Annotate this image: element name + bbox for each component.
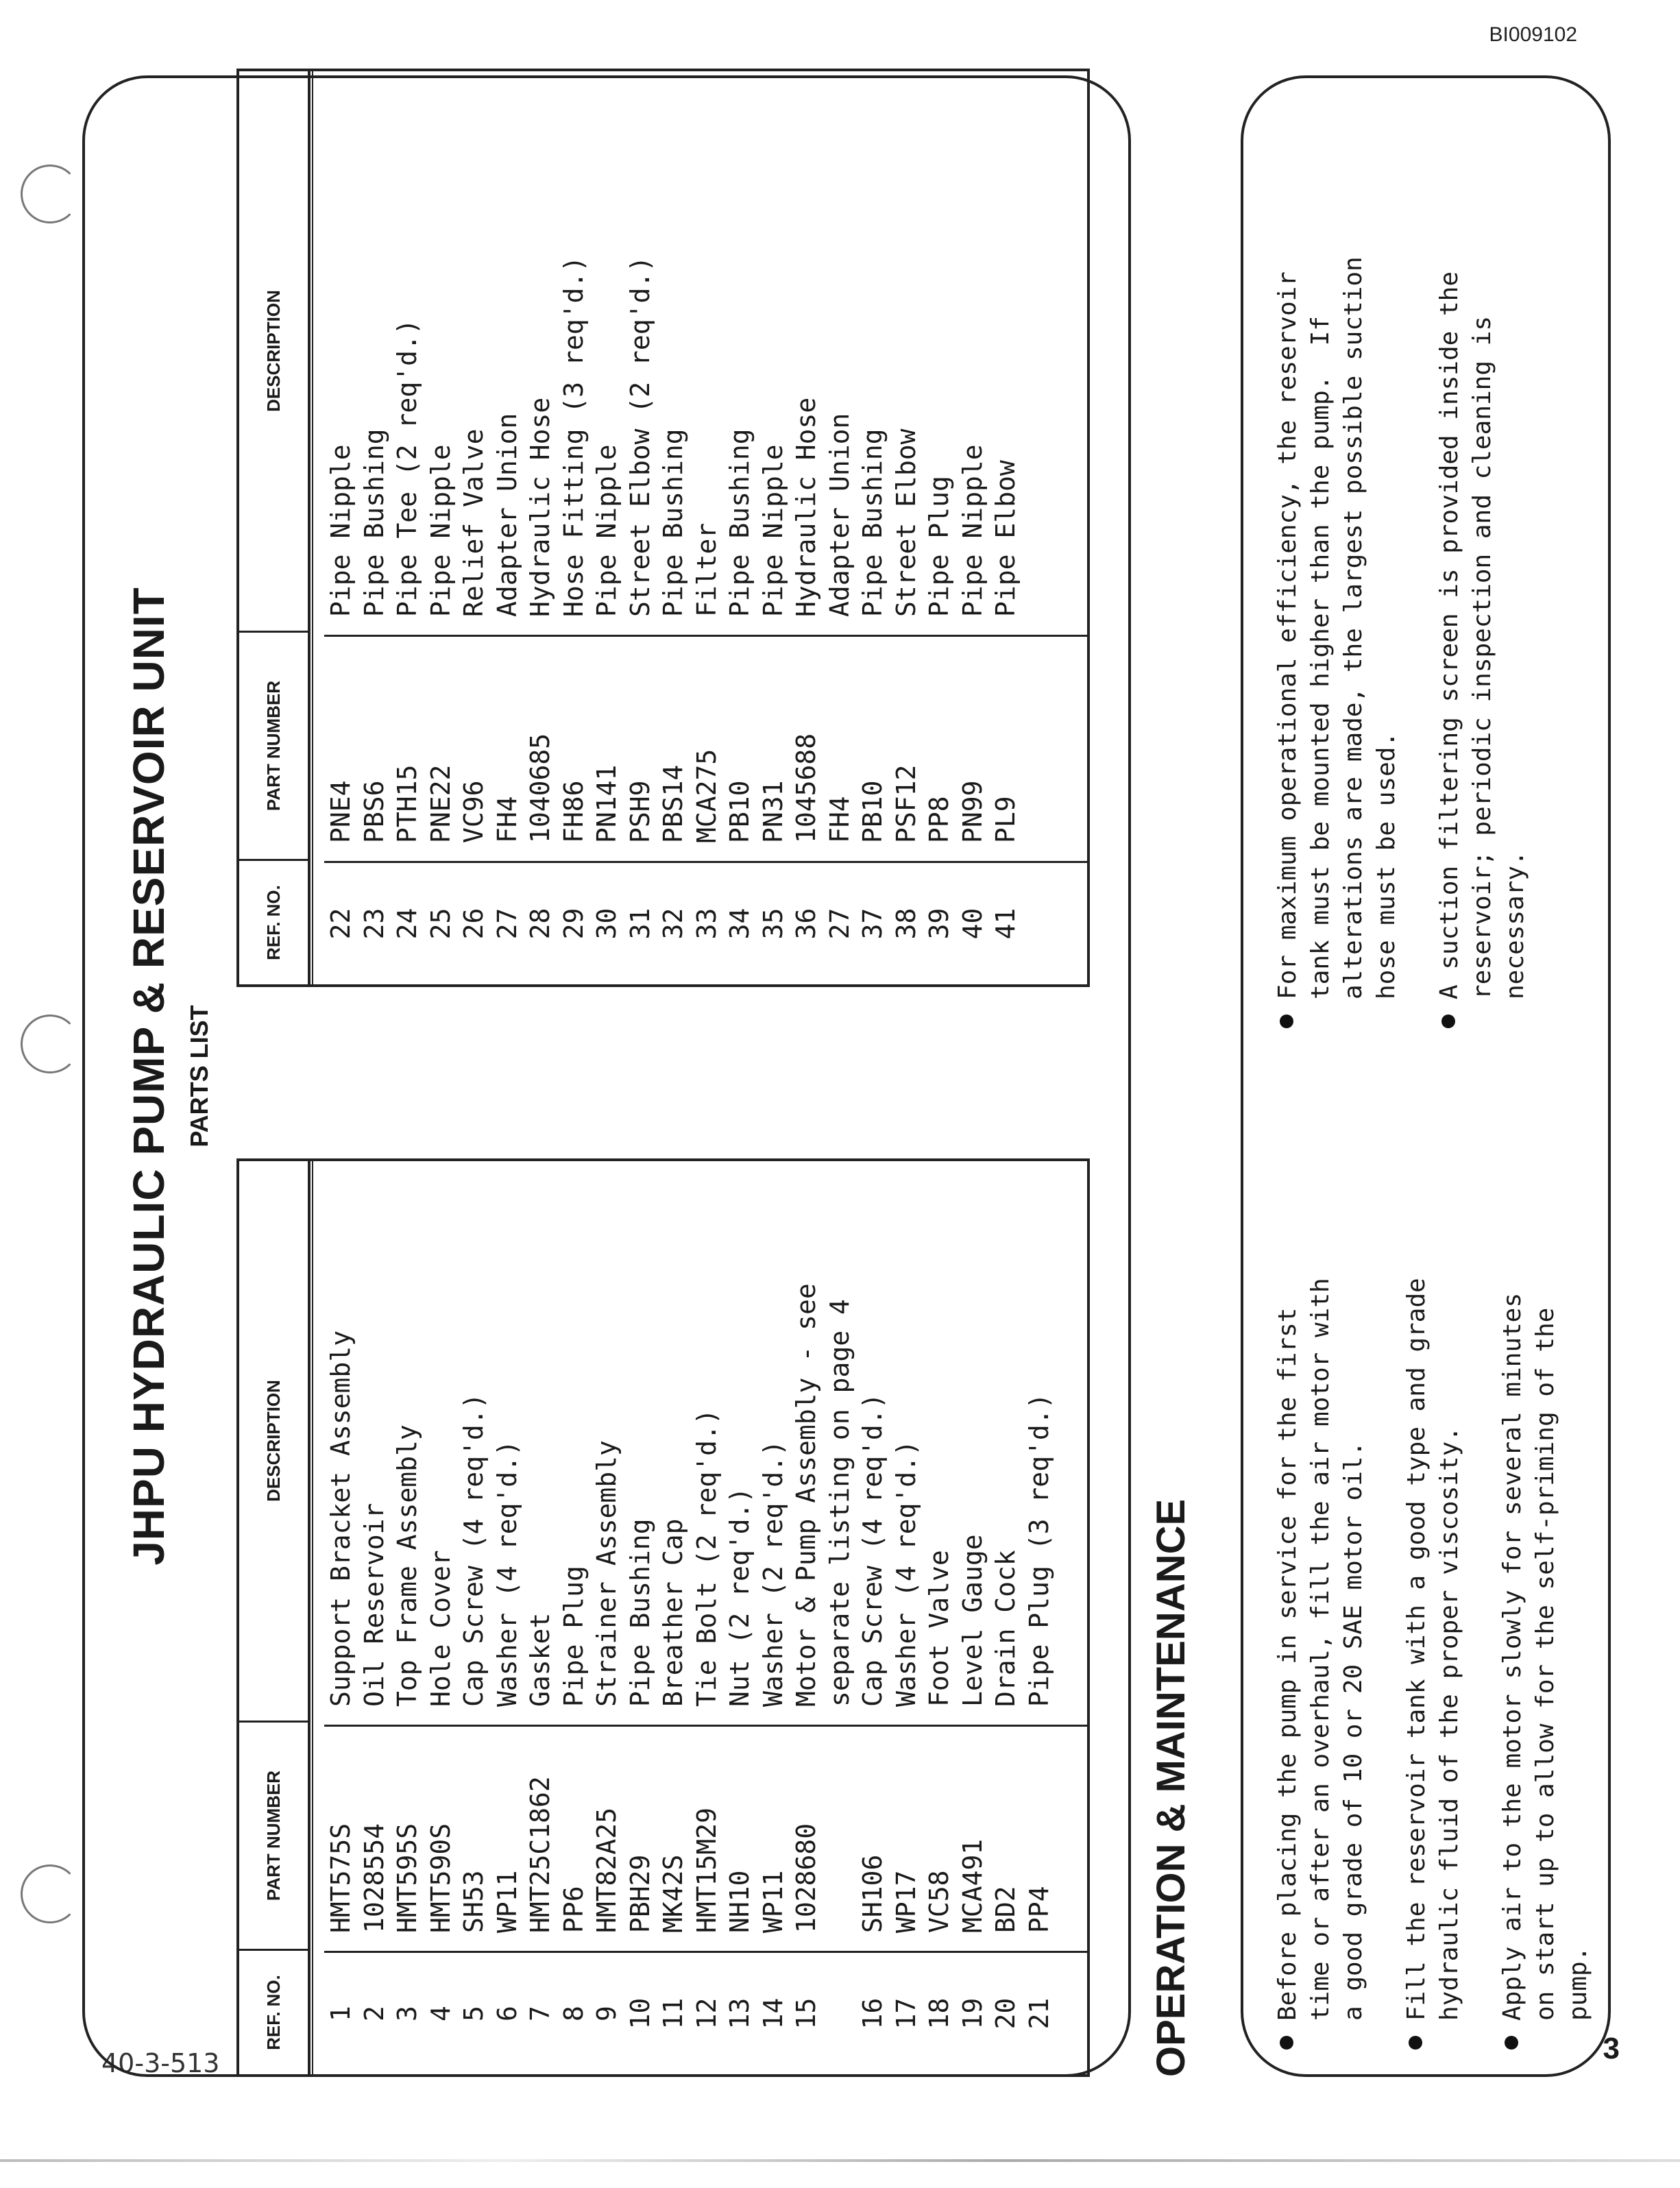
ref-no-cell: 22 <box>326 908 356 940</box>
bullet-text: For maximum operational efficiency, the reservoir tank must be mounted higher than the pump. If alterations are made, the largest possible suction hose must be used. <box>1274 256 1400 999</box>
part-number-cell: PNE22 <box>425 764 456 843</box>
table-header <box>239 71 311 984</box>
part-number-cell: HMT575S <box>326 1823 356 1933</box>
description-cell: Pipe Plug (3 req'd.) <box>1023 1393 1054 1707</box>
ref-no-cell: 19 <box>957 1997 988 2030</box>
ref-no-cell: 24 <box>392 908 422 940</box>
part-number-cell: MCA491 <box>957 1838 988 1933</box>
header-description: DESCRIPTION <box>263 290 284 412</box>
part-number-cell: 1040685 <box>525 733 555 843</box>
ref-no-cell: 5 <box>459 2006 489 2021</box>
bullet-text: Before placing the pump in service for the first time or after an overhaul, fill the air motor with a good grade of 10 or 20 SAE motor oil. <box>1274 1278 1367 2021</box>
ref-no-cell: 32 <box>658 908 688 940</box>
description-cell: Hose Fitting (3 req'd.) <box>558 256 589 617</box>
part-number-cell: PN141 <box>592 764 622 843</box>
bullet-text: Apply air to the motor slowly for several minutes on start up to allow for the self-priming of the pump. <box>1498 1292 1592 2021</box>
part-number-cell: SH53 <box>459 1870 489 1933</box>
operation-bullet <box>1400 1117 1466 2050</box>
description-cell: Pipe Elbow <box>990 460 1021 617</box>
ref-no-cell: 2 <box>358 2006 389 2021</box>
parts-table-right <box>236 69 1090 987</box>
ref-no-cell: 28 <box>525 908 555 940</box>
description-cell: Washer (2 req'd.) <box>757 1440 788 1707</box>
bullet-text: Fill the reservoir tank with a good type and grade hydraulic fluid of the proper viscosity. <box>1402 1278 1463 2021</box>
ref-no-cell: 20 <box>990 1997 1021 2030</box>
header-description: DESCRIPTION <box>263 1380 284 1502</box>
ref-no-cell: 23 <box>358 908 389 940</box>
part-number-cell: PB10 <box>725 780 755 843</box>
part-number-cell: 1045688 <box>791 733 821 843</box>
part-number-cell: 1028554 <box>358 1823 389 1933</box>
operation-column-left <box>1271 1117 1625 2050</box>
binder-hole-bottom <box>21 1864 80 1923</box>
binder-hole-middle <box>21 1014 80 1073</box>
ref-no-cell: 3 <box>392 2006 422 2021</box>
operation-bullet <box>1271 96 1403 1028</box>
ref-no-cell: 40 <box>957 908 988 940</box>
description-cell: Cap Screw (4 req'd.) <box>459 1393 489 1707</box>
page-title: JHPU HYDRAULIC PUMP & RESERVOIR UNIT <box>124 587 173 1566</box>
binder-hole-top <box>21 165 80 223</box>
operation-column-right <box>1271 96 1562 1028</box>
ref-no-cell: 16 <box>857 1997 888 2030</box>
ref-no-cell: 9 <box>592 2006 622 2021</box>
ref-no-cell: 35 <box>757 908 788 940</box>
part-number-cell: PBS14 <box>658 764 688 843</box>
header-ref-no: REF. NO. <box>239 1949 308 2074</box>
description-cell: Hole Cover <box>425 1550 456 1707</box>
part-number-cell: PP8 <box>924 796 954 843</box>
description-cell: Oil Reservoir <box>358 1503 389 1707</box>
header-part-number: PART NUMBER <box>239 1721 308 1949</box>
ref-no-cell: 10 <box>624 1997 655 2030</box>
part-number-cell: WP11 <box>757 1870 788 1933</box>
description-cell: Pipe Nipple <box>957 444 988 617</box>
part-number-cell: HMT25C1862 <box>525 1776 555 1933</box>
ref-no-cell: 27 <box>491 908 522 940</box>
description-cell: Hydraulic Hose <box>791 397 821 617</box>
ref-no-cell: 27 <box>824 908 855 940</box>
bullet-dot-icon <box>1280 1014 1293 1028</box>
part-number-cell: PNE4 <box>326 780 356 843</box>
part-number-cell: MCA275 <box>691 749 722 843</box>
table-header <box>239 1161 311 2074</box>
header-ref-no: REF. NO. <box>239 859 308 984</box>
ref-no-cell: 17 <box>890 1997 921 2030</box>
part-number-cell: VC96 <box>459 780 489 843</box>
ref-no-cell: 37 <box>857 908 888 940</box>
part-number-column <box>324 635 1087 861</box>
ref-no-cell: 25 <box>425 908 456 940</box>
part-number-cell: FH86 <box>558 780 589 843</box>
ref-no-cell: 8 <box>558 2006 589 2021</box>
part-number-cell: PBS6 <box>358 780 389 843</box>
header-double-rule <box>312 71 313 984</box>
description-cell: Washer (4 req'd.) <box>890 1440 921 1707</box>
description-cell: Strainer Assembly <box>592 1440 622 1707</box>
form-number: 40-3-513 <box>101 2048 220 2078</box>
part-number-cell: PB10 <box>857 780 888 843</box>
description-cell: Adapter Union <box>491 413 522 617</box>
description-cell: Drain Cock <box>990 1550 1021 1707</box>
ref-no-cell: 33 <box>691 908 722 940</box>
part-number-cell: SH106 <box>857 1854 888 1933</box>
bullet-dot-icon <box>1280 2036 1293 2050</box>
description-cell: Pipe Bushing <box>624 1518 655 1707</box>
part-number-cell: HMT82A25 <box>592 1807 622 1933</box>
bullet-dot-icon <box>1441 1014 1455 1028</box>
description-cell: Adapter Union <box>824 413 855 617</box>
description-cell: Breather Cap <box>658 1518 688 1707</box>
part-number-cell: PN31 <box>757 780 788 843</box>
part-number-cell: PP6 <box>558 1886 589 1933</box>
ref-no-cell: 21 <box>1023 1997 1054 2030</box>
header-part-number: PART NUMBER <box>239 631 308 859</box>
rotated-sheet <box>82 75 1618 2077</box>
part-number-cell: HMT590S <box>425 1823 456 1933</box>
part-number-cell: WP11 <box>491 1870 522 1933</box>
ref-no-cell: 4 <box>425 2006 456 2021</box>
part-number-cell: FH4 <box>491 796 522 843</box>
description-cell: Pipe Nipple <box>326 444 356 617</box>
description-cell: separate listing on page 4 <box>824 1299 855 1707</box>
ref-no-cell: 36 <box>791 908 821 940</box>
part-number-cell: FH4 <box>824 796 855 843</box>
ref-no-cell: 31 <box>624 908 655 940</box>
description-cell: Washer (4 req'd.) <box>491 1440 522 1707</box>
part-number-cell: 1028680 <box>791 1823 821 1933</box>
ref-no-cell: 15 <box>791 1997 821 2030</box>
description-cell: Top Frame Assembly <box>392 1424 422 1707</box>
description-cell: Hydraulic Hose <box>525 397 555 617</box>
description-cell: Support Bracket Assembly <box>326 1330 356 1707</box>
part-number-cell: PSH9 <box>624 780 655 843</box>
ref-no-cell: 26 <box>459 908 489 940</box>
ref-column <box>324 1951 1087 2074</box>
ref-no-cell: 7 <box>525 2006 555 2021</box>
header-double-rule <box>312 1161 313 2074</box>
part-number-cell: PN99 <box>957 780 988 843</box>
page-number: 3 <box>1603 2032 1620 2065</box>
ref-no-cell: 29 <box>558 908 589 940</box>
ref-no-cell: 13 <box>725 1997 755 2030</box>
description-cell: Pipe Bushing <box>857 428 888 617</box>
ref-no-cell <box>823 1953 857 2074</box>
part-number-cell: HMT15M29 <box>691 1807 722 1933</box>
bullet-dot-icon <box>1505 2036 1518 2050</box>
ref-no-cell: 14 <box>757 1997 788 2030</box>
part-number-cell: WP17 <box>890 1870 921 1933</box>
description-cell: Pipe Plug <box>924 476 954 617</box>
document-code: BI009102 <box>1489 23 1577 46</box>
description-cell: Tie Bolt (2 req'd.) <box>691 1409 722 1707</box>
table-body <box>324 1161 1087 2074</box>
ref-no-cell: 39 <box>924 908 954 940</box>
ref-no-cell: 1 <box>326 2006 356 2021</box>
description-cell: Street Elbow <box>890 428 921 617</box>
description-cell: Level Gauge <box>957 1534 988 1707</box>
part-number-cell: HMT595S <box>392 1823 422 1933</box>
ref-no-cell: 12 <box>691 1997 722 2030</box>
description-cell: Pipe Nipple <box>425 444 456 617</box>
ref-no-cell: 11 <box>658 1997 688 2030</box>
part-number-cell: PSF12 <box>890 764 921 843</box>
part-number-cell <box>823 1727 857 1951</box>
description-cell: Motor & Pump Assembly - see <box>791 1283 821 1707</box>
description-cell: Foot Valve <box>924 1550 954 1707</box>
ref-column <box>324 861 1087 984</box>
description-cell: Pipe Nipple <box>592 444 622 617</box>
table-body <box>324 71 1087 984</box>
description-cell: Relief Valve <box>459 428 489 617</box>
parts-list-subtitle: PARTS LIST <box>185 1005 213 1147</box>
description-cell: Pipe Bushing <box>725 428 755 617</box>
description-cell: Pipe Tee (2 req'd.) <box>392 319 422 617</box>
scan-edge-line <box>0 2159 1680 2162</box>
operation-bullet <box>1496 1117 1595 2050</box>
operation-bullet <box>1433 96 1532 1028</box>
part-number-cell: PBH29 <box>624 1854 655 1933</box>
description-cell: Nut (2 req'd.) <box>725 1487 755 1707</box>
description-cell: Street Elbow (2 req'd.) <box>624 256 655 617</box>
part-number-column <box>324 1725 1087 1951</box>
part-number-cell: BD2 <box>990 1886 1021 1933</box>
description-cell: Pipe Bushing <box>358 428 389 617</box>
part-number-cell: PTH15 <box>392 764 422 843</box>
ref-no-cell: 6 <box>491 2006 522 2021</box>
description-cell: Cap Screw (4 req'd.) <box>857 1393 888 1707</box>
bullet-dot-icon <box>1409 2036 1422 2050</box>
description-cell: Filter <box>691 522 722 617</box>
operation-bullet <box>1271 1117 1370 2050</box>
part-number-cell: MK42S <box>658 1854 688 1933</box>
description-column <box>324 71 1087 635</box>
ref-no-cell: 30 <box>592 908 622 940</box>
part-number-cell: VC58 <box>924 1870 954 1933</box>
ref-no-cell: 18 <box>924 1997 954 2030</box>
part-number-cell: NH10 <box>725 1870 755 1933</box>
ref-no-cell: 38 <box>890 908 921 940</box>
ref-no-cell: 41 <box>990 908 1021 940</box>
description-cell: Pipe Plug <box>558 1566 589 1707</box>
part-number-cell: PL9 <box>990 796 1021 843</box>
description-column <box>324 1161 1087 1725</box>
parts-table-left <box>236 1158 1090 2077</box>
description-cell: Pipe Nipple <box>757 444 788 617</box>
bullet-text: A suction filtering screen is provided inside the reservoir; periodic inspection and cleaning is necessary. <box>1435 271 1529 999</box>
description-cell: Pipe Bushing <box>658 428 688 617</box>
operation-section-title: OPERATION & MAINTENANCE <box>1149 1498 1193 2077</box>
part-number-cell: PP4 <box>1023 1886 1054 1933</box>
ref-no-cell: 34 <box>725 908 755 940</box>
description-cell: Gasket <box>525 1612 555 1707</box>
